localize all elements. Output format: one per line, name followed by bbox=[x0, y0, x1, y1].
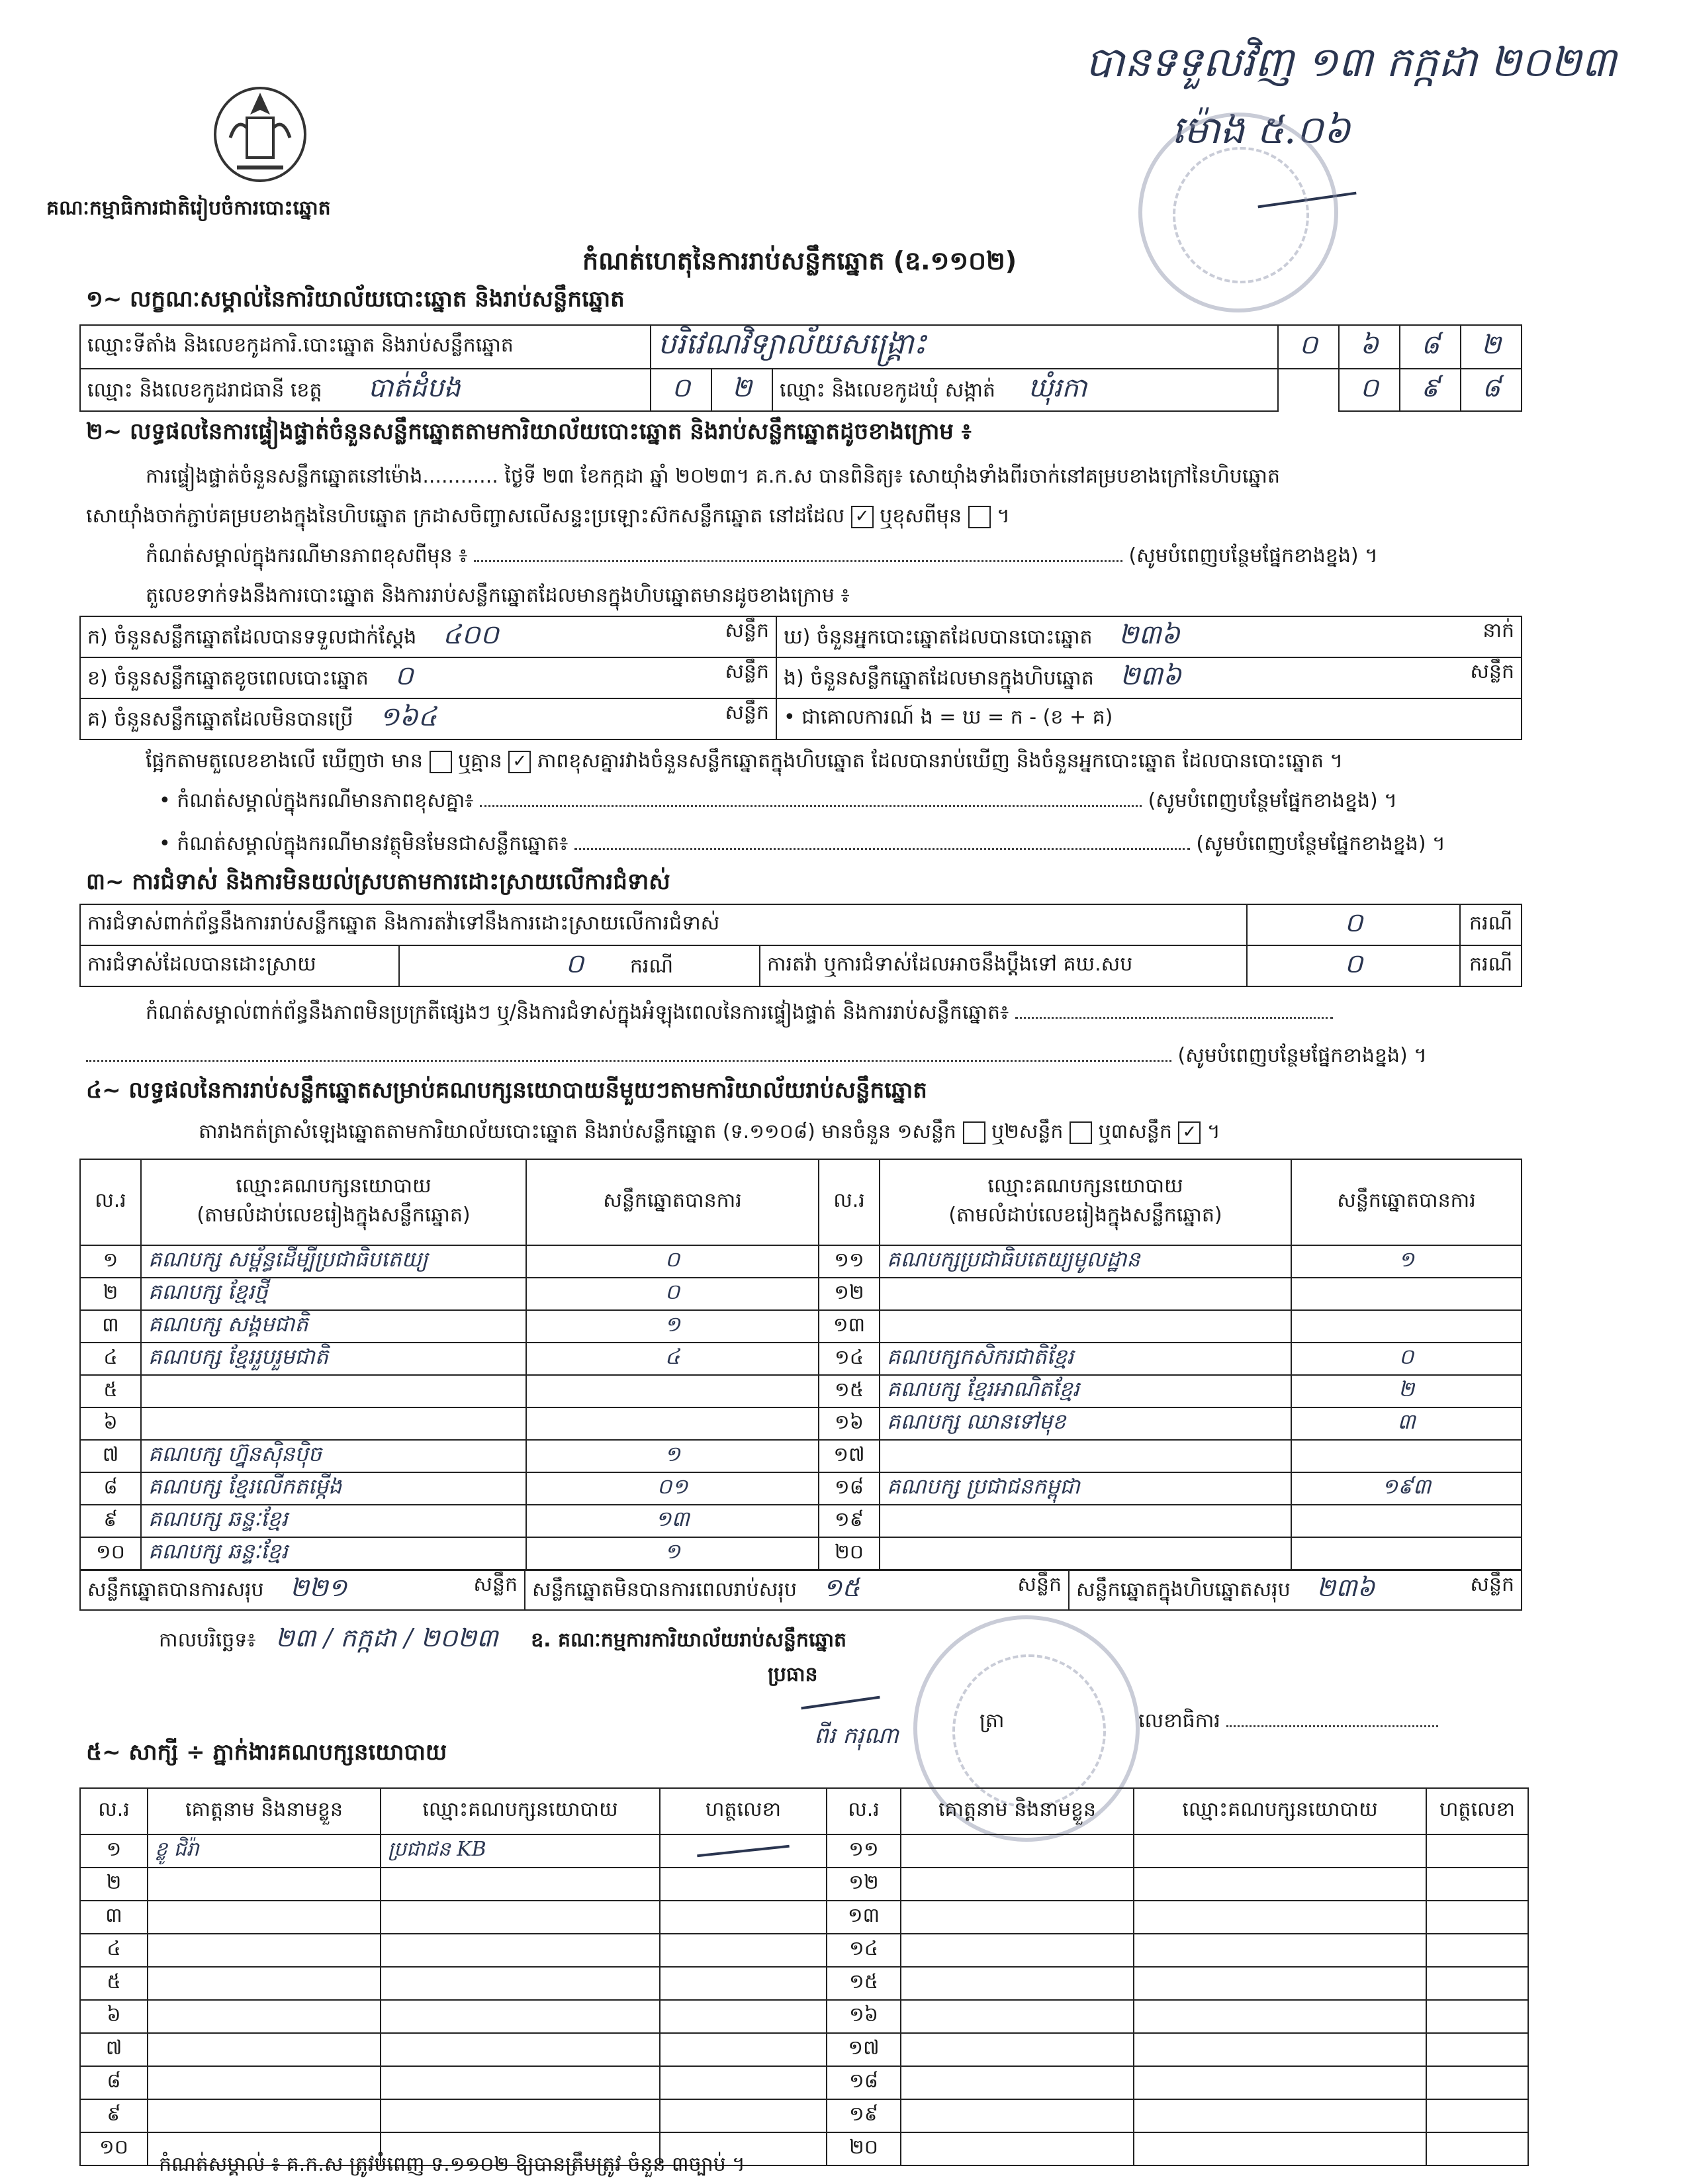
difference-note bbox=[146, 543, 1378, 572]
figure-unit: សន្លឹក bbox=[725, 700, 769, 724]
bullet-difference-label: • កំណត់សម្គាល់ក្នុងករណីមានភាពខុសគ្នា៖ bbox=[159, 789, 474, 812]
witness-signature[interactable] bbox=[1426, 1868, 1528, 1901]
committee-label: ឧ. គណៈកម្មការការិយាល័យរាប់សន្លឹកឆ្នោត bbox=[531, 1629, 847, 1652]
witness-party: ប្រជាជន KB bbox=[381, 1834, 660, 1868]
verification-text: សោយ៉ាំងចាក់ភ្ជាប់គម្របខាងក្នុងនៃហិបឆ្នោត ក្រដាសចិញ្ចាសលើសន្ទះប្រឡោះស៊កសន្លឹកឆ្នោត នៅដដែល bbox=[86, 504, 845, 528]
witness-name[interactable] bbox=[901, 1934, 1134, 1967]
figure-unit: សន្លឹក bbox=[725, 618, 769, 642]
table-row bbox=[80, 1343, 1522, 1375]
witness-party bbox=[381, 1967, 660, 2000]
figure-unit: សន្លឹក bbox=[1470, 659, 1514, 683]
row-no: ៩ bbox=[80, 2099, 148, 2132]
party-votes: ១ bbox=[1291, 1245, 1522, 1278]
total-valid-label: សន្លឹកឆ្នោតបានការសរុប bbox=[87, 1578, 264, 1601]
sheets-count-label: តារាងកត់ត្រាសំឡេងឆ្នោតតាមការិយាល័យបោះឆ្នោត និងរាប់សន្លឹកឆ្នោត (ទ.១១០៨) មានចំនួន ១សន្លឹក bbox=[199, 1120, 956, 1143]
resolved-value: ០ bbox=[565, 948, 584, 979]
row-no: ១៧ bbox=[827, 2033, 901, 2066]
witness-name: ខ្លូ ជិរ៉ា bbox=[148, 1834, 381, 1868]
official-stamp-top bbox=[1138, 113, 1338, 312]
party-votes: ១៣ bbox=[526, 1505, 819, 1537]
province-code-digit: ២ bbox=[711, 369, 772, 411]
col-party-subtext: (តាមលំដាប់លេខរៀងក្នុងសន្លឹកឆ្នោត) bbox=[948, 1204, 1222, 1227]
witness-signature[interactable] bbox=[1426, 1901, 1528, 1934]
witness-signature[interactable] bbox=[660, 1934, 827, 1967]
changed-label: ឬខុសពីមុន bbox=[880, 504, 962, 528]
figures-table bbox=[79, 616, 1522, 740]
total-valid-cell bbox=[80, 1570, 525, 1610]
table-row bbox=[80, 1868, 1528, 1901]
witness-signature[interactable] bbox=[1426, 2033, 1528, 2066]
total-box-label: សន្លឹកឆ្នោតក្នុងហិបឆ្នោតសរុប bbox=[1076, 1578, 1291, 1601]
date-value: ២៣ / កក្កដា / ២០២៣ bbox=[275, 1623, 498, 1652]
row-no: ១៣ bbox=[827, 1901, 901, 1934]
party-name: គណបក្សប្រជាធិបតេយ្យមូលដ្ឋាន bbox=[880, 1245, 1291, 1278]
witness-party[interactable] bbox=[1134, 2033, 1426, 2066]
col-no: ល.រ bbox=[827, 1788, 901, 1834]
fill-note: (សូមបំពេញបន្ថែមផ្នែកខាងខ្នង) ។ bbox=[1148, 789, 1398, 812]
witness-signature[interactable] bbox=[660, 1967, 827, 2000]
witness-party[interactable] bbox=[1134, 2132, 1426, 2165]
section4-heading: ៤~ លទ្ធផលនៃការរាប់សន្លឹកឆ្នោតសម្រាប់គណបក្សនយោបាយនីមួយៗតាមការិយាល័យរាប់សន្លឹកឆ្នោត bbox=[86, 1077, 927, 1104]
row-no: ៤ bbox=[80, 1934, 148, 1967]
col-sign: ហត្ថលេខា bbox=[660, 1788, 827, 1834]
party-name bbox=[141, 1375, 526, 1407]
total-invalid-cell bbox=[525, 1570, 1069, 1610]
figure-voters bbox=[776, 616, 1522, 657]
station-code-digit: ២ bbox=[1461, 325, 1522, 369]
two-sheets-label: ឬ២សន្លឹក bbox=[991, 1120, 1064, 1143]
handwritten-time: ម៉ោង ៥.០៦ bbox=[1171, 107, 1351, 152]
row-no: ១២ bbox=[827, 1868, 901, 1901]
table-row bbox=[80, 1245, 1522, 1278]
verification-paragraph-1: ការផ្ទៀងផ្ទាត់ចំនួនសន្លឹកឆ្នោតនៅម៉ោង............ ថ្ងៃទី ២៣ ខែកក្កដា ឆ្នាំ ២០២៣។ គ.ក.ស បានពិនិត្យ៖ សោយ៉ាំងទាំងពីរចាក់នៅគម្របខាងក្រៅនៃហិបឆ្នោត bbox=[146, 465, 1281, 488]
figure-spoiled bbox=[80, 657, 776, 698]
witness-party[interactable] bbox=[1134, 1834, 1426, 1868]
row-no: ១៧ bbox=[819, 1440, 880, 1472]
bullet-foreign-label: • កំណត់សម្គាល់ក្នុងករណីមានវត្ថុមិនមែនជាសន្លឹកឆ្នោត៖ bbox=[159, 832, 569, 855]
commune-code-digit: ៨ bbox=[1461, 369, 1522, 411]
signature-mark bbox=[697, 1845, 790, 1858]
col-party bbox=[880, 1159, 1291, 1245]
station-code-digit: ៨ bbox=[1400, 325, 1461, 369]
row-no: ១៥ bbox=[819, 1375, 880, 1407]
party-name bbox=[880, 1537, 1291, 1570]
footer-note: កំណត់សម្គាល់ ៖ គ.ក.ស ត្រូវបំពេញ ទ.១១០២ ឱ្យបានត្រឹមត្រូវ ចំនួន ៣ច្បាប់ ។ bbox=[159, 2153, 745, 2176]
party-votes: ១៩៣ bbox=[1291, 1472, 1522, 1505]
has-difference-checkbox[interactable] bbox=[430, 751, 452, 773]
witness-party bbox=[381, 2099, 660, 2132]
appeal-unit: ករណី bbox=[1460, 945, 1522, 986]
row-no: ៣ bbox=[80, 1310, 141, 1343]
witness-party[interactable] bbox=[1134, 1901, 1426, 1934]
figure-label: គ) ចំនួនសន្លឹកឆ្នោតដែលមិនបានប្រើ bbox=[87, 707, 353, 731]
figure-label: ខ) ចំនួនសន្លឹកឆ្នោតខូចពេលបោះឆ្នោត bbox=[87, 666, 369, 690]
date-line bbox=[159, 1622, 846, 1659]
table-row bbox=[80, 1967, 1528, 2000]
witness-name bbox=[148, 2000, 381, 2033]
row-no: ១២ bbox=[819, 1278, 880, 1310]
witness-party bbox=[381, 1868, 660, 1901]
row-no: ៤ bbox=[80, 1343, 141, 1375]
witness-name[interactable] bbox=[901, 2132, 1134, 2165]
fill-note: (សូមបំពេញបន្ថែមផ្នែកខាងខ្នង) ។ bbox=[1196, 832, 1445, 855]
figure-value: ៤០០ bbox=[442, 619, 499, 650]
witness-signature[interactable] bbox=[1426, 2099, 1528, 2132]
witness-name[interactable] bbox=[901, 2033, 1134, 2066]
bullet-difference bbox=[159, 788, 1397, 817]
totals-table bbox=[79, 1570, 1522, 1611]
verification-paragraph-2: សោយ៉ាំងចាក់ភ្ជាប់គម្របខាងក្នុងនៃហិបឆ្នោត ក្រដាសចិញ្ចាសលើសន្ទះប្រឡោះស៊កសន្លឹកឆ្នោត នៅដដែល ✓ ឬខុសពីមុន ។ bbox=[86, 504, 1010, 528]
handwritten-annotation: បានទទួលវិញ ១៣ កក្កដា ២០២៣ bbox=[1085, 38, 1617, 86]
total-unit: សន្លឹក bbox=[1017, 1573, 1062, 1596]
party-votes bbox=[1291, 1537, 1522, 1570]
row-no: ១៤ bbox=[827, 1934, 901, 1967]
figure-label: ង) ចំនួនសន្លឹកឆ្នោតដែលមានក្នុងហិបឆ្នោត bbox=[784, 666, 1094, 690]
row-no: ១០ bbox=[80, 1537, 141, 1570]
total-unit: សន្លឹក bbox=[473, 1573, 518, 1596]
party-votes: ៣ bbox=[1291, 1407, 1522, 1440]
figure-value: ២៣៦ bbox=[1118, 619, 1180, 650]
difference-note-label: កំណត់សម្គាល់ក្នុងករណីមានភាពខុសពីមុន ៖ bbox=[146, 544, 468, 567]
witness-name bbox=[148, 2099, 381, 2132]
section2-heading: ២~ លទ្ធផលនៃការផ្ទៀងផ្ទាត់ចំនួនសន្លឹកឆ្នោតតាមការិយាល័យបោះឆ្នោត និងរាប់សន្លឹកឆ្នោតដូចខាងក្រោម ៖ bbox=[86, 418, 972, 445]
station-code-digit: ០ bbox=[1278, 325, 1339, 369]
col-no: ល.រ bbox=[80, 1159, 141, 1245]
row-no: ៦ bbox=[80, 1407, 141, 1440]
resolved-cell bbox=[399, 945, 760, 986]
party-results-table bbox=[79, 1159, 1522, 1570]
document-title: កំណត់ហេតុនៃការរាប់សន្លឹកឆ្នោត (ឧ.១១០២) bbox=[582, 246, 1017, 275]
commune-label: ឈ្មោះ និងលេខកូដឃុំ សង្កាត់ bbox=[780, 378, 995, 402]
party-votes bbox=[526, 1407, 819, 1440]
witness-party bbox=[381, 1901, 660, 1934]
col-votes: សន្លឹកឆ្នោតបានការ bbox=[1291, 1159, 1522, 1245]
three-sheets-checkbox[interactable]: ✓ bbox=[1178, 1121, 1201, 1144]
party-name: គណបក្ស ខ្មែរលើកតម្កើង bbox=[141, 1472, 526, 1505]
table-row bbox=[80, 1537, 1522, 1570]
row-no: ៧ bbox=[80, 2033, 148, 2066]
irregularity-note bbox=[146, 1000, 1333, 1029]
chair-label: ប្រធាន bbox=[768, 1663, 818, 1686]
row-no: ៥ bbox=[80, 1375, 141, 1407]
col-party-text: ឈ្មោះគណបក្សនយោបាយ bbox=[987, 1174, 1183, 1198]
witness-name[interactable] bbox=[901, 1967, 1134, 2000]
section5-heading: ៥~ សាក្សី ÷ ភ្នាក់ងារគណបក្សនយោបាយ bbox=[86, 1739, 447, 1766]
row-no: ១៦ bbox=[819, 1407, 880, 1440]
party-votes: ០ bbox=[1291, 1343, 1522, 1375]
witness-name[interactable] bbox=[901, 2099, 1134, 2132]
party-name bbox=[141, 1407, 526, 1440]
total-invalid-value: ១៥ bbox=[823, 1573, 860, 1602]
one-sheet-checkbox[interactable] bbox=[963, 1121, 985, 1144]
col-party bbox=[141, 1159, 526, 1245]
row-no: ៨ bbox=[80, 2066, 148, 2099]
fill-note: (សូមបំពេញបន្ថែមផ្នែកខាងខ្នង) ។ bbox=[1177, 1044, 1427, 1067]
party-votes bbox=[526, 1375, 819, 1407]
commune-value: ឃុំរកា bbox=[1028, 372, 1087, 403]
figure-label: ឃ) ចំនួនអ្នកបោះឆ្នោតដែលបានបោះឆ្នោត bbox=[784, 625, 1093, 649]
witness-party bbox=[381, 2000, 660, 2033]
secretary-label: លេខាធិការ bbox=[1138, 1709, 1220, 1733]
party-votes: ២ bbox=[1291, 1375, 1522, 1407]
row-no: ៥ bbox=[80, 1967, 148, 2000]
difference-check bbox=[146, 748, 1343, 777]
figure-label: ក) ចំនួនសន្លឹកឆ្នោតដែលបានទទួលជាក់ស្តែង bbox=[87, 625, 417, 649]
party-name bbox=[880, 1505, 1291, 1537]
witness-party bbox=[381, 2066, 660, 2099]
party-name: គណបក្ស ឈានទៅមុខ bbox=[880, 1407, 1291, 1440]
station-name-label: ឈ្មោះទីតាំង និងលេខកូដការិ.បោះឆ្នោត និងរាប់សន្លឹកឆ្នោត bbox=[80, 325, 651, 369]
row-no: ១៨ bbox=[827, 2066, 901, 2099]
col-party: ឈ្មោះគណបក្សនយោបាយ bbox=[381, 1788, 660, 1834]
col-sign: ហត្ថលេខា bbox=[1426, 1788, 1528, 1834]
witness-party[interactable] bbox=[1134, 1934, 1426, 1967]
organization-name: គណៈកម្មាធិការជាតិរៀបចំការបោះឆ្នោត bbox=[46, 197, 331, 220]
party-name: គណបក្ស ប្រជាជនកម្ពុជា bbox=[880, 1472, 1291, 1505]
table-row bbox=[80, 1440, 1522, 1472]
witness-signature[interactable] bbox=[1426, 2132, 1528, 2165]
figure-received bbox=[80, 616, 776, 657]
row-no: ១ bbox=[80, 1245, 141, 1278]
complaints-table bbox=[79, 904, 1522, 987]
row-no: ១៤ bbox=[819, 1343, 880, 1375]
appeal-value: ០ bbox=[1247, 945, 1460, 986]
unchanged-checkbox[interactable]: ✓ bbox=[851, 506, 874, 528]
row-no: ១១ bbox=[827, 1834, 901, 1868]
witness-signature[interactable] bbox=[660, 2066, 827, 2099]
total-box-value: ២៣៦ bbox=[1316, 1573, 1375, 1602]
table-row bbox=[80, 1310, 1522, 1343]
witness-name bbox=[148, 1901, 381, 1934]
row-no: ៣ bbox=[80, 1901, 148, 1934]
resolved-label: ការជំទាស់ដែលបានដោះស្រាយ bbox=[80, 945, 399, 986]
figure-value: ០ bbox=[394, 660, 414, 691]
has-difference-label: ផ្អែកតាមតួលេខខាងលើ ឃើញថា មាន bbox=[146, 749, 423, 773]
resolved-unit: ករណី bbox=[629, 954, 674, 978]
figures-intro: តួលេខទាក់ទងនឹងការបោះឆ្នោត និងការរាប់សន្លឹកឆ្នោតដែលមានក្នុងហិបឆ្នោតមានដូចខាងក្រោម ៖ bbox=[146, 584, 850, 607]
member-label: ត្រា bbox=[980, 1709, 1005, 1733]
witness-name[interactable] bbox=[901, 2066, 1134, 2099]
party-votes bbox=[1291, 1505, 1522, 1537]
chair-signature bbox=[801, 1696, 880, 1710]
table-row bbox=[80, 1278, 1522, 1310]
party-votes: ១ bbox=[526, 1310, 819, 1343]
row-no: ៧ bbox=[80, 1440, 141, 1472]
table-row bbox=[80, 2066, 1528, 2099]
table-row bbox=[80, 2000, 1528, 2033]
changed-checkbox[interactable] bbox=[968, 506, 991, 528]
witness-name[interactable] bbox=[901, 2000, 1134, 2033]
row-no: ៨ bbox=[80, 1472, 141, 1505]
no-difference-label: ឬគ្មាន bbox=[458, 749, 502, 773]
witness-signature[interactable] bbox=[660, 2033, 827, 2066]
witness-name[interactable] bbox=[901, 1901, 1134, 1934]
witness-name bbox=[148, 1967, 381, 2000]
witness-signature[interactable] bbox=[1426, 1934, 1528, 1967]
commune-code-digit: ០ bbox=[1339, 369, 1400, 411]
witness-party[interactable] bbox=[1134, 2066, 1426, 2099]
station-info-table bbox=[79, 324, 1522, 412]
province-label bbox=[80, 369, 651, 411]
party-name: គណបក្ស ខ្មែររួបរួមជាតិ bbox=[141, 1343, 526, 1375]
table-row bbox=[80, 2099, 1528, 2132]
row-no: ២០ bbox=[827, 2132, 901, 2165]
commune-cell bbox=[772, 369, 1278, 411]
difference-description: ភាពខុសគ្នារវាងចំនួនសន្លឹកឆ្នោតក្នុងហិបឆ្នោត ដែលបានរាប់ឃើញ និងចំនួនអ្នកបោះឆ្នោត ដែលបានបោះឆ្នោត ។ bbox=[537, 749, 1344, 773]
row-no: ១១ bbox=[819, 1245, 880, 1278]
witness-signature[interactable] bbox=[660, 2099, 827, 2132]
col-party-text: ឈ្មោះគណបក្សនយោបាយ bbox=[236, 1174, 432, 1198]
row-no: ១៣ bbox=[819, 1310, 880, 1343]
total-unit: សន្លឹក bbox=[1470, 1573, 1514, 1596]
row-no: ២ bbox=[80, 1278, 141, 1310]
commune-code-digit: ៩ bbox=[1400, 369, 1461, 411]
figure-formula: • ជាគោលការណ៍ ង = ឃ = ក - (ខ + គ) bbox=[776, 698, 1522, 739]
witness-signature[interactable] bbox=[660, 1834, 827, 1868]
chair-name: ពីរ ករុណា bbox=[814, 1723, 899, 1749]
witness-name[interactable] bbox=[901, 1868, 1134, 1901]
table-row bbox=[80, 1901, 1528, 1934]
station-code-digit: ៦ bbox=[1339, 325, 1400, 369]
party-votes bbox=[1291, 1278, 1522, 1310]
witness-table bbox=[79, 1787, 1529, 2166]
total-invalid-label: សន្លឹកឆ្នោតមិនបានការពេលរាប់សរុប bbox=[532, 1578, 797, 1601]
three-sheets-label: ឬ៣សន្លឹក bbox=[1098, 1120, 1172, 1143]
row-no: ១០ bbox=[80, 2132, 148, 2165]
section1-heading: ១~ លក្ខណៈសម្គាល់នៃការិយាល័យបោះឆ្នោត និងរាប់សន្លឹកឆ្នោត bbox=[86, 286, 625, 312]
witness-signature[interactable] bbox=[1426, 2000, 1528, 2033]
col-party-subtext: (តាមលំដាប់លេខរៀងក្នុងសន្លឹកឆ្នោត) bbox=[197, 1204, 471, 1227]
party-name: គណបក្ស ខ្មែរថ្មី bbox=[141, 1278, 526, 1310]
row-no: ១៦ bbox=[827, 2000, 901, 2033]
table-row bbox=[80, 1505, 1522, 1537]
irregularity-note-label: កំណត់សម្គាល់ពាក់ព័ន្ធនឹងភាពមិនប្រក្រតីផ្សេងៗ ឬ/និងការជំទាស់ក្នុងអំឡុងពេលនៃការផ្ទៀងផ្ទាត់ និងការរាប់សន្លឹកឆ្នោត៖ bbox=[146, 1001, 1009, 1024]
bullet-foreign-object bbox=[159, 831, 1445, 860]
figure-value: ២៣៦ bbox=[1120, 660, 1182, 691]
table-row bbox=[80, 1834, 1528, 1868]
row-no: ៩ bbox=[80, 1505, 141, 1537]
witness-party bbox=[381, 2033, 660, 2066]
table-row bbox=[80, 1375, 1522, 1407]
witness-signature[interactable] bbox=[1426, 2066, 1528, 2099]
figure-unit: សន្លឹក bbox=[725, 659, 769, 683]
total-valid-value: ២២១ bbox=[290, 1573, 347, 1602]
witness-signature[interactable] bbox=[660, 2000, 827, 2033]
province-code-digit: ០ bbox=[651, 369, 711, 411]
party-votes: ១ bbox=[526, 1440, 819, 1472]
party-votes bbox=[1291, 1310, 1522, 1343]
party-votes: ០១ bbox=[526, 1472, 819, 1505]
row-no: ១៨ bbox=[819, 1472, 880, 1505]
figure-in-box bbox=[776, 657, 1522, 698]
table-row bbox=[80, 1934, 1528, 1967]
secretary-line bbox=[1138, 1708, 1438, 1737]
witness-signature[interactable] bbox=[660, 1901, 827, 1934]
party-name: គណបក្ស ឆន្ទៈខ្មែរ bbox=[141, 1537, 526, 1570]
witness-party[interactable] bbox=[1134, 1967, 1426, 2000]
witness-name bbox=[148, 1934, 381, 1967]
party-name: គណបក្ស ហ្វ៊ុនស៊ិនប៉ិច bbox=[141, 1440, 526, 1472]
sheets-count-line: តារាងកត់ត្រាសំឡេងឆ្នោតតាមការិយាល័យបោះឆ្នោត និងរាប់សន្លឹកឆ្នោត (ទ.១១០៨) មានចំនួន ១សន្លឹក ឬ២សន្លឹក ឬ៣សន្លឹក ✓ ។ bbox=[199, 1120, 1220, 1143]
province-value: បាត់ដំបង bbox=[368, 372, 461, 403]
col-no: ល.រ bbox=[819, 1159, 880, 1245]
no-difference-checkbox[interactable]: ✓ bbox=[508, 751, 531, 773]
witness-party[interactable] bbox=[1134, 1868, 1426, 1901]
two-sheets-checkbox[interactable] bbox=[1070, 1121, 1092, 1144]
section3-heading: ៣~ ការជំទាស់ និងការមិនយល់ស្របតាមការដោះស្រាយលើការជំទាស់ bbox=[86, 869, 670, 895]
witness-signature[interactable] bbox=[1426, 1967, 1528, 2000]
figure-value: ១៦៤ bbox=[379, 701, 437, 732]
appeal-label: ការតវ៉ា ឬការជំទាស់ដែលអាចនឹងប្តឹងទៅ គឃ.សប bbox=[760, 945, 1247, 986]
party-name bbox=[880, 1278, 1291, 1310]
fill-note: (សូមបំពេញបន្ថែមផ្នែកខាងខ្នង) ។ bbox=[1128, 544, 1378, 567]
royal-crest-icon bbox=[210, 78, 310, 184]
col-name: គោត្តនាម និងនាមខ្លួន bbox=[901, 1788, 1134, 1834]
row-no: ៦ bbox=[80, 2000, 148, 2033]
witness-party bbox=[381, 1934, 660, 1967]
col-no: ល.រ bbox=[80, 1788, 148, 1834]
complaints-label: ការជំទាស់ពាក់ព័ន្ធនឹងការរាប់សន្លឹកឆ្នោត និងការតវ៉ាទៅនឹងការដោះស្រាយលើការជំទាស់ bbox=[80, 904, 1247, 945]
col-party: ឈ្មោះគណបក្សនយោបាយ bbox=[1134, 1788, 1426, 1834]
party-name: គណបក្ស ខ្មែរអាណិតខ្មែរ bbox=[880, 1375, 1291, 1407]
witness-signature[interactable] bbox=[1426, 1834, 1528, 1868]
table-row bbox=[80, 2033, 1528, 2066]
table-row bbox=[80, 1472, 1522, 1505]
witness-name bbox=[148, 1868, 381, 1901]
figure-unused bbox=[80, 698, 776, 739]
total-box-cell bbox=[1069, 1570, 1522, 1610]
row-no: ១ bbox=[80, 1834, 148, 1868]
party-name: គណបក្ស សង្គមជាតិ bbox=[141, 1310, 526, 1343]
witness-signature[interactable] bbox=[660, 1868, 827, 1901]
station-name-value: បរិវេណវិទ្យាល័យសង្គ្រោះ bbox=[651, 325, 1278, 369]
province-label-text: ឈ្មោះ និងលេខកូដរាជធានី ខេត្ត bbox=[87, 378, 322, 402]
col-name: គោត្តនាម និងនាមខ្លួន bbox=[148, 1788, 381, 1834]
col-votes: សន្លឹកឆ្នោតបានការ bbox=[526, 1159, 819, 1245]
row-no: ២០ bbox=[819, 1537, 880, 1570]
row-no: ១៩ bbox=[827, 2099, 901, 2132]
witness-name bbox=[148, 2066, 381, 2099]
party-name bbox=[880, 1310, 1291, 1343]
irregularity-fill bbox=[86, 1043, 1427, 1072]
figure-unit: នាក់ bbox=[1482, 618, 1514, 642]
complaints-value: ០ bbox=[1247, 904, 1460, 945]
witness-name bbox=[148, 2033, 381, 2066]
row-no: ១៩ bbox=[819, 1505, 880, 1537]
party-votes: ១ bbox=[526, 1537, 819, 1570]
complaints-unit: ករណី bbox=[1460, 904, 1522, 945]
date-label: កាលបរិច្ឆេទ៖ bbox=[159, 1629, 256, 1652]
witness-party[interactable] bbox=[1134, 2000, 1426, 2033]
party-name: គណបក្ស ឆន្ទៈខ្មែរ bbox=[141, 1505, 526, 1537]
row-no: ២ bbox=[80, 1868, 148, 1901]
party-votes: ៤ bbox=[526, 1343, 819, 1375]
table-row bbox=[80, 1407, 1522, 1440]
witness-party[interactable] bbox=[1134, 2099, 1426, 2132]
party-name: គណបក្សកសិករជាតិខ្មែរ bbox=[880, 1343, 1291, 1375]
party-name bbox=[880, 1440, 1291, 1472]
party-name: គណបក្ស សម្ព័ន្ធដើម្បីប្រជាធិបតេយ្យ bbox=[141, 1245, 526, 1278]
witness-name[interactable] bbox=[901, 1834, 1134, 1868]
party-votes: ០ bbox=[526, 1278, 819, 1310]
party-votes bbox=[1291, 1440, 1522, 1472]
party-votes: ០ bbox=[526, 1245, 819, 1278]
row-no: ១៥ bbox=[827, 1967, 901, 2000]
